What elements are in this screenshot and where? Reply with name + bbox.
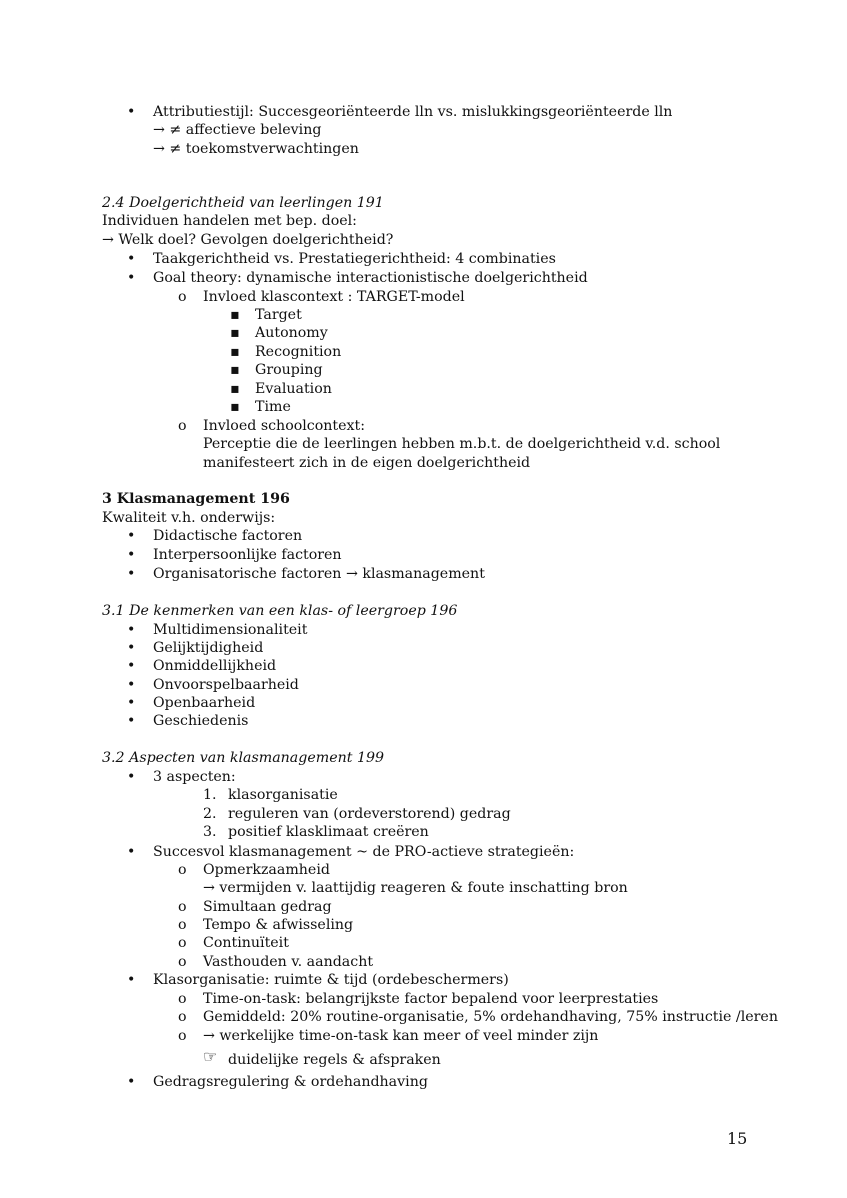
attributie-item: Attributiestijl: Succesgeoriënteerde lln vs. mislukkingsgeoriënteerde lln xyxy=(153,104,673,120)
numbered-item: klasorganisatie xyxy=(228,787,338,803)
bullet-mark: • xyxy=(127,844,136,860)
target-item: Grouping xyxy=(255,362,323,378)
bullet-mark: • xyxy=(127,622,136,638)
circle-mark: o xyxy=(178,1028,187,1044)
list-item: Openbaarheid xyxy=(153,695,256,711)
s32-sub-item: Opmerkzaamheid xyxy=(203,862,330,878)
target-item: Target xyxy=(255,307,302,323)
s3-bullet-1: Didactische factoren xyxy=(153,528,303,544)
bullet-mark: • xyxy=(127,713,136,729)
circle-mark: o xyxy=(178,289,187,305)
bullet-mark: • xyxy=(127,1074,136,1090)
bullet-mark: • xyxy=(127,640,136,656)
pointing-hand-icon: ☞ xyxy=(203,1047,218,1066)
circle-mark: o xyxy=(178,954,187,970)
target-item: Time xyxy=(255,399,291,415)
s24-bullet-1: Taakgerichtheid vs. Prestatiegerichtheid: 4 combinaties xyxy=(153,251,556,267)
s24-sub-schoolcontext: Invloed schoolcontext: xyxy=(203,418,366,434)
s32-sub-item: Continuïteit xyxy=(203,935,289,951)
section-heading-3: 3 Klasmanagement 196 xyxy=(102,491,290,507)
list-item: Geschiedenis xyxy=(153,713,249,729)
s32-sub-item: Gemiddeld: 20% routine-organisatie, 5% ordehandhaving, 75% instructie /leren xyxy=(203,1009,778,1025)
s32-sub-item: Simultaan gedrag xyxy=(203,899,332,915)
s32-sub-detail: → vermijden v. laattijdig reageren & foute inschatting bron xyxy=(203,880,628,896)
list-item: Multidimensionaliteit xyxy=(153,622,308,638)
numbered-mark: 1. xyxy=(203,787,217,803)
arrow-icon: → xyxy=(102,232,114,248)
s24-bullet-2: Goal theory: dynamische interactionistische doelgerichtheid xyxy=(153,270,588,286)
section-heading-3-2: 3.2 Aspecten van klasmanagement 199 xyxy=(102,750,385,766)
s32-sub-item: → werkelijke time-on-task kan meer of veel minder zijn xyxy=(203,1028,599,1044)
bullet-mark: • xyxy=(127,769,136,785)
arrow-icon: → xyxy=(153,122,165,138)
circle-mark: o xyxy=(178,917,187,933)
numbered-item: positief klasklimaat creëren xyxy=(228,824,429,840)
square-mark: ▪ xyxy=(230,307,240,323)
target-item: Autonomy xyxy=(255,325,328,341)
bullet-mark: • xyxy=(127,104,136,120)
section-heading-2-4: 2.4 Doelgerichtheid van leerlingen 191 xyxy=(102,195,384,211)
s3-bullet-3: Organisatorische factoren → klasmanagement xyxy=(153,566,485,582)
bullet-mark: • xyxy=(127,972,136,988)
s3-intro: Kwaliteit v.h. onderwijs: xyxy=(102,510,276,526)
circle-mark: o xyxy=(178,1009,187,1025)
numbered-mark: 3. xyxy=(203,824,217,840)
s24-schoolcontext-line-2: manifesteert zich in de eigen doelgerichtheid xyxy=(203,455,531,471)
bullet-mark: • xyxy=(127,695,136,711)
arrow-icon: → xyxy=(203,1028,215,1044)
bullet-mark: • xyxy=(127,658,136,674)
square-mark: ▪ xyxy=(230,362,240,378)
arrow-icon: → xyxy=(153,141,165,157)
s24-question: → Welk doel? Gevolgen doelgerichtheid? xyxy=(102,232,394,248)
circle-mark: o xyxy=(178,991,187,1007)
s32-bullet-aspecten: 3 aspecten: xyxy=(153,769,236,785)
bullet-mark: • xyxy=(127,547,136,563)
bullet-mark: • xyxy=(127,566,136,582)
numbered-item: reguleren van (ordeverstorend) gedrag xyxy=(228,806,511,822)
target-item: Evaluation xyxy=(255,381,332,397)
numbered-mark: 2. xyxy=(203,806,217,822)
s32-sub-item: Vasthouden v. aandacht xyxy=(203,954,374,970)
s32-hand-item: duidelijke regels & afspraken xyxy=(228,1052,441,1068)
s32-bullet-klasorganisatie: Klasorganisatie: ruimte & tijd (ordebeschermers) xyxy=(153,972,509,988)
page-number: 15 xyxy=(727,1129,748,1148)
list-item: Onvoorspelbaarheid xyxy=(153,677,299,693)
s3-bullet-2: Interpersoonlijke factoren xyxy=(153,547,342,563)
target-item: Recognition xyxy=(255,344,342,360)
s32-sub-item: Tempo & afwisseling xyxy=(203,917,354,933)
attributie-sub-2: → ≠ toekomstverwachtingen xyxy=(153,141,359,157)
list-item: Onmiddellijkheid xyxy=(153,658,277,674)
bullet-mark: • xyxy=(127,251,136,267)
bullet-mark: • xyxy=(127,677,136,693)
s32-bullet-gedragsregulering: Gedragsregulering & ordehandhaving xyxy=(153,1074,428,1090)
section-heading-3-1: 3.1 De kenmerken van een klas- of leergroep 196 xyxy=(102,603,458,619)
s24-sub-klascontext: Invloed klascontext : TARGET-model xyxy=(203,289,465,305)
square-mark: ▪ xyxy=(230,325,240,341)
square-mark: ▪ xyxy=(230,381,240,397)
circle-mark: o xyxy=(178,862,187,878)
list-item: Gelijktijdigheid xyxy=(153,640,264,656)
bullet-mark: • xyxy=(127,528,136,544)
attributie-sub-1: → ≠ affectieve beleving xyxy=(153,122,322,138)
s24-intro: Individuen handelen met bep. doel: xyxy=(102,213,357,229)
arrow-icon: → xyxy=(203,880,215,896)
square-mark: ▪ xyxy=(230,344,240,360)
circle-mark: o xyxy=(178,935,187,951)
s24-schoolcontext-line-1: Perceptie die de leerlingen hebben m.b.t. de doelgerichtheid v.d. school xyxy=(203,436,721,452)
s32-sub-item: Time-on-task: belangrijkste factor bepalend voor leerprestaties xyxy=(203,991,659,1007)
square-mark: ▪ xyxy=(230,399,240,415)
circle-mark: o xyxy=(178,899,187,915)
circle-mark: o xyxy=(178,418,187,434)
bullet-mark: • xyxy=(127,270,136,286)
s32-bullet-succesvol: Succesvol klasmanagement ~ de PRO-actieve strategieën: xyxy=(153,844,575,860)
arrow-icon: → xyxy=(345,566,358,582)
